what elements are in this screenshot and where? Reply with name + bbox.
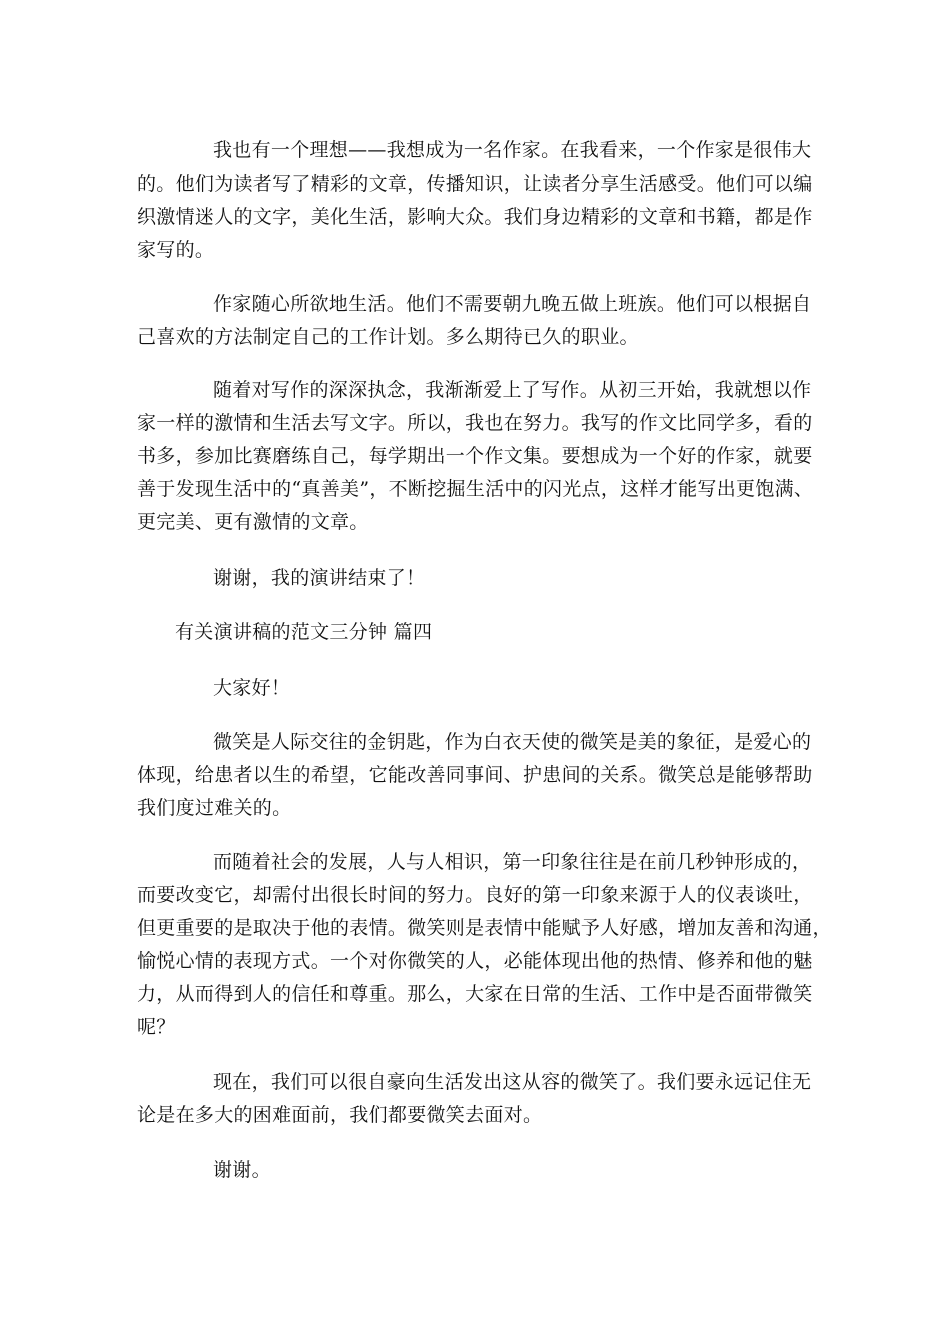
greeting-line: 大家好！ [213, 677, 291, 699]
paragraph-3-line-1: 随着对写作的深深执念，我渐渐爱上了写作。从初三开始，我就想以作 [213, 379, 812, 401]
paragraph-7-line-1: 微笑是人际交往的金钥匙，作为白衣天使的微笑是美的象征，是爱心的 [213, 731, 812, 753]
closing-line: 谢谢，我的演讲结束了！ [213, 567, 426, 589]
section-heading: 有关演讲稿的范文三分钟 篇四 [175, 621, 433, 643]
paragraph-8-line-5: 力，从而得到人的信任和尊重。那么，大家在日常的生活、工作中是否面带微笑 [137, 983, 813, 1005]
thanks-line: 谢谢。 [213, 1159, 271, 1181]
paragraph-7-line-2: 体现，给患者以生的希望，它能改善同事间、护患间的关系。微笑总是能够帮助 [137, 764, 813, 786]
paragraph-2-line-1: 作家随心所欲地生活。他们不需要朝九晚五做上班族。他们可以根据自 [213, 293, 812, 315]
paragraph-9-line-1: 现在，我们可以很自豪向生活发出这从容的微笑了。我们要永远记住无 [213, 1071, 812, 1093]
paragraph-7-line-3: 我们度过难关的。 [137, 797, 292, 819]
paragraph-8-line-4: 愉悦心情的表现方式。一个对你微笑的人，必能体现出他的热情、修养和他的魅 [137, 950, 813, 972]
paragraph-1-line-2: 的。他们为读者写了精彩的文章，传播知识，让读者分享生活感受。他们可以编 [137, 173, 813, 195]
paragraph-3-line-5: 更完美、更有激情的文章。 [137, 511, 369, 533]
paragraph-3-line-4: 善于发现生活中的“真善美”，不断挖掘生活中的闪光点，这样才能写出更饱满、 [137, 478, 814, 500]
paragraph-9-line-2: 论是在多大的困难面前，我们都要微笑去面对。 [137, 1104, 543, 1126]
paragraph-1-line-1: 我也有一个理想——我想成为一名作家。在我看来，一个作家是很伟大 [213, 139, 812, 161]
paragraph-1-line-3: 织激情迷人的文字，美化生活，影响大众。我们身边精彩的文章和书籍，都是作 [137, 206, 813, 228]
paragraph-1-line-4: 家写的。 [137, 239, 215, 261]
paragraph-8-line-2: 而要改变它，却需付出很长时间的努力。良好的第一印象来源于人的仪表谈吐， [137, 884, 813, 906]
paragraph-3-line-3: 书多，参加比赛磨练自己，每学期出一个作文集。要想成为一个好的作家，就要 [137, 445, 813, 467]
paragraph-8-line-6: 呢？ [137, 1016, 176, 1038]
paragraph-3-line-2: 家一样的激情和生活去写文字。所以，我也在努力。我写的作文比同学多，看的 [137, 412, 813, 434]
paragraph-8-line-3: 但更重要的是取决于他的表情。微笑则是表情中能赋予人好感，增加友善和沟通， [137, 917, 832, 939]
paragraph-2-line-2: 己喜欢的方法制定自己的工作计划。多么期待已久的职业。 [137, 326, 639, 348]
paragraph-8-line-1: 而随着社会的发展，人与人相识，第一印象往往是在前几秒钟形成的， [213, 851, 812, 873]
